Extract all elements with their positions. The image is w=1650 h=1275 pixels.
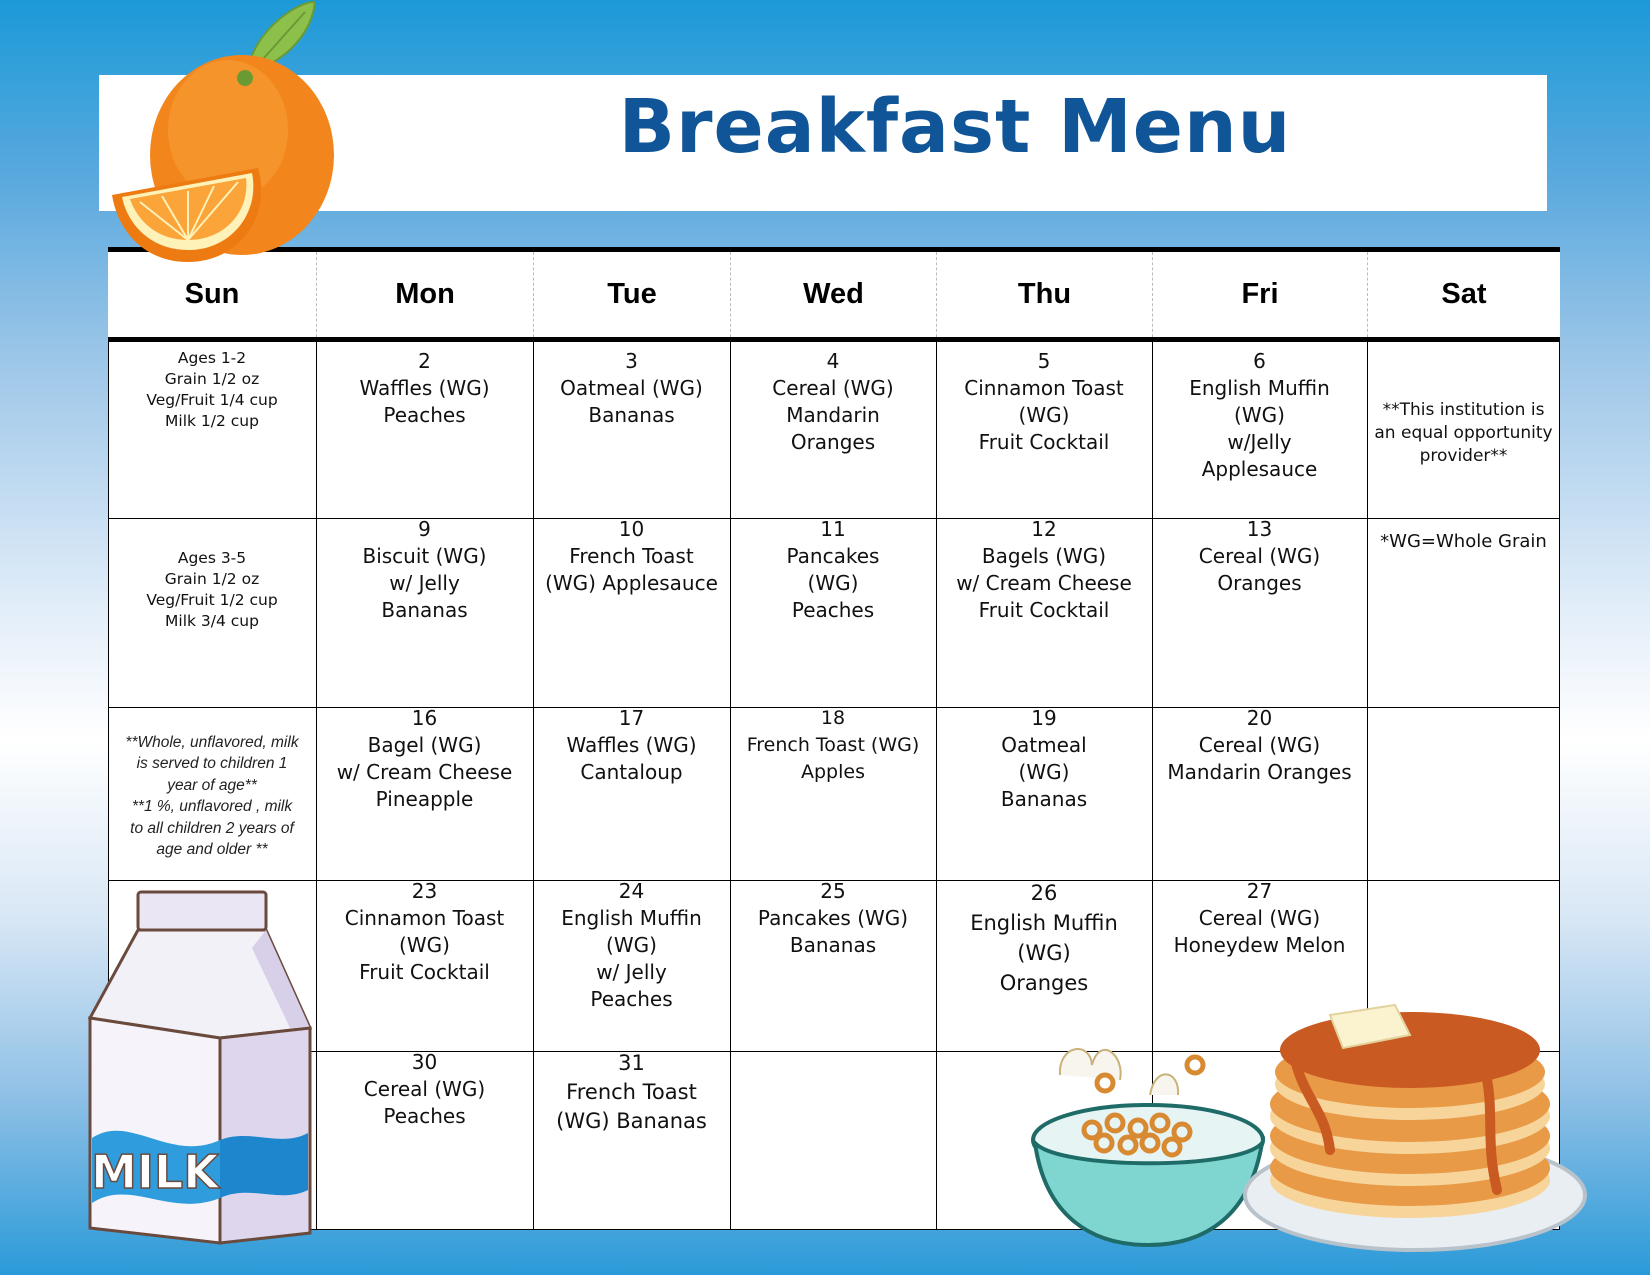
menu-day-13 [1152,512,1367,597]
menu-item: (WG) [1234,403,1285,427]
day-number: 6 [1253,349,1266,373]
menu-day-19 [936,701,1152,813]
header-thu: Thu [936,252,1152,337]
menu-item: Peaches [383,1104,466,1128]
note-line: Ages 3-5 [177,549,247,567]
day-number: 18 [820,707,846,729]
col-divider [730,342,731,1230]
day-number: 19 [1031,706,1057,730]
header-sat: Sat [1367,252,1560,337]
menu-item: Peaches [791,598,875,622]
note-line: Milk 3/4 cup [165,612,259,630]
menu-item: Fruit Cocktail [978,598,1110,622]
menu-item: Oranges [999,971,1089,995]
menu-day-2 [316,344,533,429]
menu-item: Peaches [590,987,673,1011]
note-line: an equal opportunity [1374,422,1553,443]
menu-item: Oatmeal [1001,733,1087,757]
menu-item: English Muffin [561,906,702,930]
header-fri: Fri [1152,252,1367,337]
day-number: 5 [1037,349,1051,373]
menu-day-10 [533,512,730,597]
menu-item: Cinnamon Toast [344,906,505,930]
header-tue: Tue [533,252,730,337]
menu-day-16 [316,701,533,813]
menu-item: Cinnamon Toast [964,376,1124,400]
day-number: 9 [418,517,431,541]
note-line: Milk 1/2 cup [165,412,259,430]
note-line: **This institution is [1382,399,1545,420]
note-line: Veg/Fruit 1/4 cup [146,391,278,409]
milk-carton-icon [80,888,320,1248]
menu-day-24 [533,874,730,1013]
menu-day-4 [730,344,936,456]
menu-day-5 [936,344,1152,456]
menu-day-12 [936,512,1152,624]
header-wed: Wed [730,252,936,337]
day-number: 16 [411,706,438,730]
menu-item: French Toast [566,1080,697,1104]
menu-item: w/ Jelly [389,571,460,595]
note-line: Veg/Fruit 1/2 cup [146,591,278,609]
page-title: Breakfast Menu [618,84,1292,170]
menu-item: Mandarin [786,403,880,427]
whole-grain-legend: *WG=Whole Grain [1380,531,1547,552]
day-number: 3 [625,349,638,373]
menu-item: French Toast [569,544,694,568]
day-number: 30 [411,1050,438,1074]
day-number: 20 [1246,706,1273,730]
menu-item: Peaches [383,403,466,427]
menu-item: (WG) Applesauce [545,571,718,595]
menu-item: (WG) [606,933,657,957]
menu-day-30 [316,1045,533,1130]
menu-item: Pancakes [786,544,880,568]
note-line: year of age** [167,776,257,794]
menu-item: (WG) [807,571,859,595]
menu-item: (WG) [1017,941,1071,965]
menu-day-26 [936,874,1152,998]
orange-icon [100,0,340,275]
note-line: to all children 2 years of [130,819,294,837]
menu-item: Cereal (WG) [363,1077,486,1101]
menu-item: French Toast (WG) [746,734,920,756]
menu-item: Cereal (WG) [1198,906,1321,930]
menu-item: Mandarin Oranges [1167,760,1352,784]
menu-item: (WG) Bananas [556,1109,707,1133]
menu-item: Waffles (WG) [566,733,697,757]
day-number: 31 [618,1051,645,1075]
day-number: 26 [1030,881,1058,905]
menu-item: w/ Cream Cheese [336,760,513,784]
menu-day-23 [316,874,533,986]
ages-3-5-note [108,544,316,632]
day-number: 13 [1246,517,1273,541]
equal-opportunity-note [1367,344,1560,518]
menu-item: Pineapple [375,787,474,811]
day-number: 24 [618,879,645,903]
menu-day-20 [1152,701,1367,786]
menu-item: English Muffin [970,911,1118,935]
menu-item: Oranges [1217,571,1302,595]
menu-item: Bagel (WG) [367,733,482,757]
note-line: Ages 1-2 [177,349,247,367]
menu-item: Fruit Cocktail [978,430,1110,454]
menu-item: Biscuit (WG) [362,544,487,568]
milk-policy-note [108,708,316,880]
note-line: **1 %, unflavored , milk [131,798,293,815]
menu-item: Bananas [588,403,675,427]
menu-day-9 [316,512,533,624]
ages-1-2-note [108,344,316,432]
menu-item: w/ Jelly [596,960,667,984]
day-number: 25 [820,879,846,903]
menu-item: w/ Cream Cheese [956,571,1132,595]
menu-item: Oatmeal (WG) [560,376,703,400]
menu-item: Applesauce [1201,457,1318,481]
menu-item: Bananas [789,933,877,957]
menu-day-11 [730,512,936,624]
menu-item: Honeydew Melon [1173,933,1346,957]
menu-item: Cereal (WG) [772,376,894,400]
menu-day-3 [533,344,730,429]
day-number: 11 [820,517,846,541]
menu-item: Bagels (WG) [981,544,1107,568]
menu-item: Oranges [790,430,876,454]
cereal-bowl-icon [1030,1035,1270,1250]
menu-item: Bananas [381,598,468,622]
day-number: 27 [1246,879,1273,903]
day-number: 4 [826,349,840,373]
menu-item: Cereal (WG) [1198,733,1321,757]
menu-day-31 [533,1045,730,1136]
menu-item: Fruit Cocktail [359,960,490,984]
menu-item: Bananas [1000,787,1088,811]
day-number: 10 [618,517,645,541]
menu-item: Waffles (WG) [359,376,490,400]
header-mon: Mon [316,252,533,337]
menu-day-6 [1152,344,1367,483]
menu-item: Cereal (WG) [1198,544,1321,568]
note-line: age and older ** [156,841,268,858]
day-number: 12 [1031,517,1057,541]
note-line: Grain 1/2 oz [164,570,260,588]
menu-item: Cantaloup [580,760,683,784]
header-sun: Sun [184,278,240,310]
pancake-stack-icon [1235,990,1615,1255]
menu-item: (WG) [399,933,450,957]
day-number: 23 [411,879,438,903]
menu-item: Apples [801,761,865,783]
menu-item: w/Jelly [1227,430,1292,454]
note-line: Grain 1/2 oz [164,370,260,388]
note-line: is served to children 1 [136,755,288,772]
menu-item: (WG) [1018,403,1070,427]
note-line: **Whole, unflavored, milk [125,733,299,751]
menu-day-17 [533,701,730,786]
menu-day-27 [1152,874,1367,959]
menu-item: (WG) [1018,760,1070,784]
milk-label: MILK [91,1145,219,1199]
menu-item: Pancakes (WG) [757,906,909,930]
day-number: 2 [418,349,431,373]
menu-item: English Muffin [1189,376,1330,400]
menu-day-25 [730,874,936,959]
day-number: 17 [618,706,645,730]
menu-day-18 [730,701,936,786]
note-line: provider** [1419,445,1508,466]
